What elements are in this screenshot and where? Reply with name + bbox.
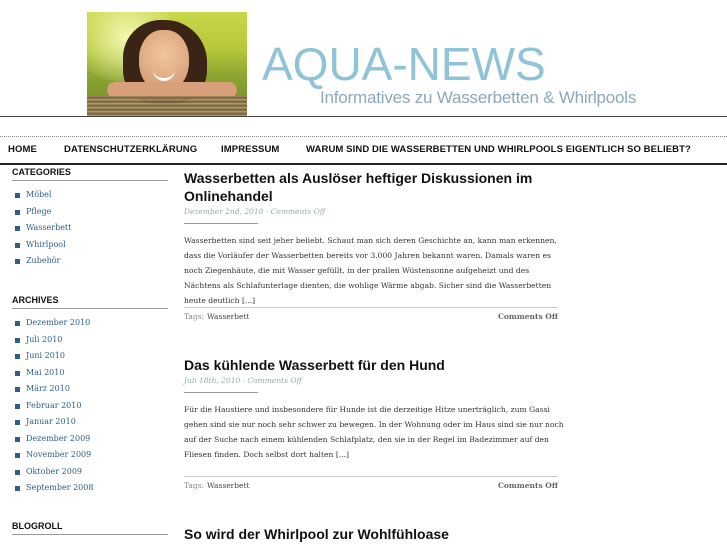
nav-home[interactable]: HOME <box>8 144 37 155</box>
main-navigation <box>0 136 727 165</box>
header-banner-image[interactable] <box>87 12 247 116</box>
post-meta-divider <box>184 223 258 224</box>
archive-link[interactable]: Juni 2010 <box>12 350 168 367</box>
archive-link[interactable]: März 2010 <box>12 383 168 400</box>
post-meta: Juli 18th, 2010 · Comments Off <box>184 376 302 385</box>
archive-link[interactable]: Dezember 2009 <box>12 433 168 450</box>
tag-link[interactable]: Wasserbett <box>207 312 250 321</box>
post-title[interactable]: Das kühlende Wasserbett für den Hund <box>184 357 445 373</box>
archive-link[interactable]: September 2008 <box>12 482 168 499</box>
comments-link: Comments Off <box>497 481 558 490</box>
post-title[interactable]: Wasserbetten als Auslöser heftiger Diskussionen im Onlinehandel <box>184 170 533 204</box>
archive-link[interactable]: Oktober 2009 <box>12 466 168 483</box>
categories-list <box>12 189 168 272</box>
archive-link[interactable]: Mai 2010 <box>12 367 168 384</box>
post-footer <box>184 476 558 491</box>
archives-heading: ARCHIVES <box>12 295 168 309</box>
categories-heading: CATEGORIES <box>12 167 168 181</box>
category-link[interactable]: Möbel <box>12 189 168 206</box>
site-title[interactable]: AQUA-NEWS <box>262 38 546 90</box>
archives-list <box>12 317 168 499</box>
water-reflection <box>87 96 247 116</box>
tags-label: Tags: <box>184 312 205 321</box>
archive-link[interactable]: Januar 2010 <box>12 416 168 433</box>
nav-impressum[interactable]: IMPRESSUM <box>221 144 280 155</box>
post-excerpt: Für die Haustiere und insbesondere für Hunde ist die derzeitige Hitze unerträglich, zum Gassi gehen sind sie nur noch sehr schwer zu bewegen. In der Wohnung oder im Haus sind sie nur noch auf der Suche nach einem kühlenden Schlafplatz, den sie in der Regel im Badezimmer auf den Fliesen finden. Doch selbst dort halten [...] <box>184 405 564 459</box>
category-link[interactable]: Whirlpool <box>12 239 168 256</box>
post-footer <box>184 307 558 322</box>
post-title[interactable]: So wird der Whirlpool zur Wohlfühloase <box>184 526 449 542</box>
header-divider <box>0 116 727 117</box>
archive-link[interactable]: Februar 2010 <box>12 400 168 417</box>
category-link[interactable]: Zubehör <box>12 255 168 272</box>
post-meta-divider <box>184 392 258 393</box>
post-excerpt: Wasserbetten sind seit jeher beliebt. Schaut man sich deren Geschichte an, kann man erkennen, dass die Vorläufer der Wasserbetten bereits vor 3.000 Jahren bekannt waren. Damals waren es noch Ziegenhäute, die mit Wasser gefüllt, in der prallen Wüstensonne aufgeheizt und des Nächtens als Schlafunterlage dienten, die wohlige Wärme abgab. Sicher sind die Wasserbetten heute deutlich [...] <box>184 236 557 305</box>
archive-link[interactable]: November 2009 <box>12 449 168 466</box>
archive-link[interactable]: Dezember 2010 <box>12 317 168 334</box>
comments-link: Comments Off <box>497 312 558 321</box>
nav-datenschutz[interactable]: DATENSCHUTZERKLÄRUNG <box>64 144 198 155</box>
nav-warum-beliebt[interactable]: WARUM SIND DIE WASSERBETTEN UND WHIRLPOOLS EIGENTLICH SO BELIEBT? <box>306 144 691 155</box>
category-link[interactable]: Pflege <box>12 206 168 223</box>
tag-link[interactable]: Wasserbett <box>207 481 250 490</box>
post-meta: Dezember 2nd, 2010 · Comments Off <box>184 207 326 216</box>
blogroll-heading: BLOGROLL <box>12 521 168 535</box>
site-tagline: Informatives zu Wasserbetten & Whirlpools <box>320 88 637 107</box>
archive-link[interactable]: Juli 2010 <box>12 334 168 351</box>
tags-label: Tags: <box>184 481 205 490</box>
category-link[interactable]: Wasserbett <box>12 222 168 239</box>
